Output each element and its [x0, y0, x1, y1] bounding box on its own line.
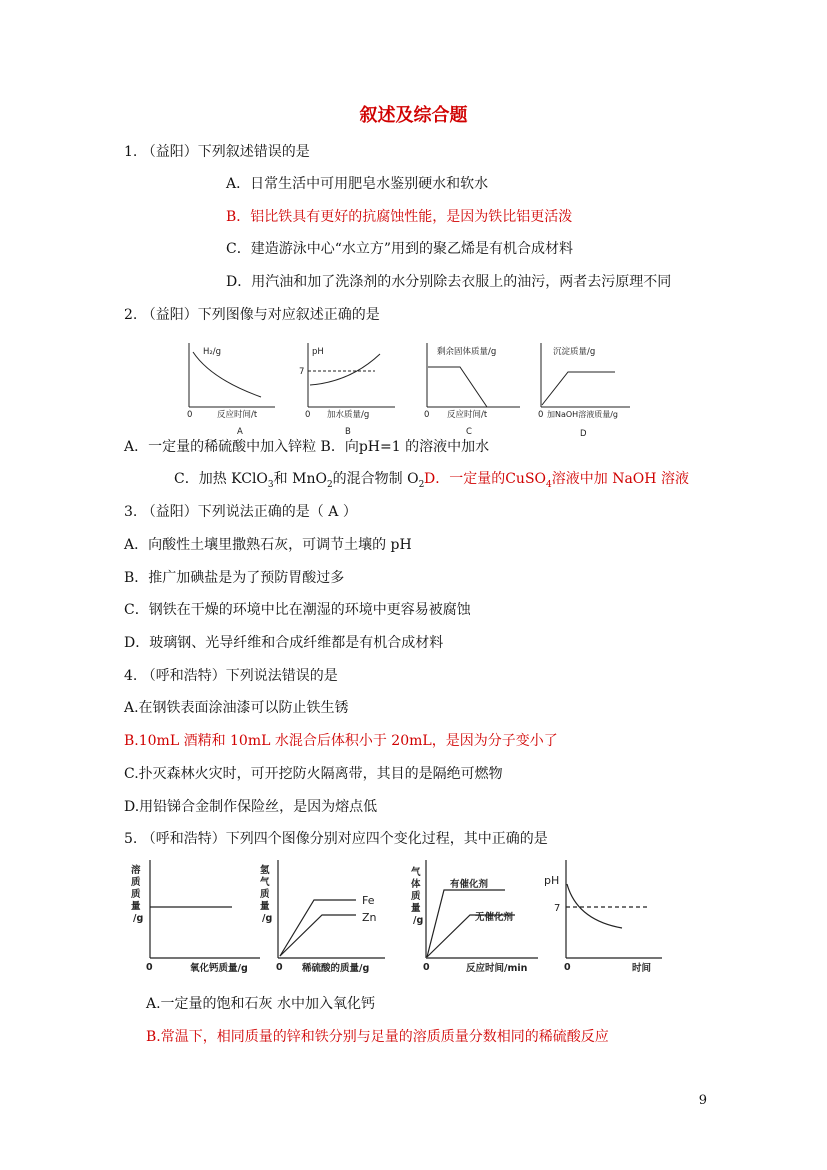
q2-graph-a-ylabel: H₂/g	[203, 347, 222, 357]
svg-text:/g: /g	[413, 915, 424, 926]
q2-graph-d-ylabel: 沉淀质量/g	[553, 347, 596, 357]
q4-option-b: B.10mL 酒精和 10mL 水混合后体积小于 20mL，是因为分子变小了	[124, 733, 558, 749]
q5-graph-3-no-catalyst-label: 无催化剂	[475, 912, 514, 923]
svg-text:质: 质	[131, 889, 141, 900]
q5-graph-4-curve	[567, 884, 622, 928]
q2-graph-c-letter: C	[466, 427, 472, 437]
q3-stem: 3. （益阳）下列说法正确的是（ A ）	[124, 504, 357, 520]
svg-text:量: 量	[131, 901, 141, 912]
q4-option-c: C.扑灭森林火灾时，可开挖防火隔离带，其目的是隔绝可燃物	[124, 766, 503, 782]
svg-text:质: 质	[260, 889, 270, 900]
svg-text:气: 气	[260, 877, 270, 888]
q5-graphs	[130, 860, 670, 982]
q5-option-b: B.常温下，相同质量的锌和铁分别与足量的溶质质量分数相同的稀硫酸反应	[146, 1029, 609, 1045]
svg-text:质: 质	[411, 891, 421, 902]
svg-text:0: 0	[305, 410, 311, 420]
svg-text:体: 体	[411, 879, 421, 890]
q3-option-d: D．玻璃钢、光导纤维和合成纤维都是有机合成材料	[124, 635, 444, 651]
svg-text:0: 0	[538, 410, 544, 420]
q2-option-d: D．一定量的CuSO$_4$溶液中加 NaOH 溶液	[424, 471, 689, 490]
q5-graph-1-xlabel: 氧化钙质量/g	[190, 963, 248, 974]
q1-option-a: A．日常生活中可用肥皂水鉴别硬水和软水	[226, 176, 489, 192]
page-title: 叙述及综合题	[359, 105, 468, 126]
q2-graph-b-ylabel: pH	[312, 347, 324, 357]
q5-graph-2-fe-label: Fe	[362, 894, 375, 907]
svg-text:/g: /g	[262, 913, 273, 924]
q2-graph-d-line	[542, 372, 615, 405]
q5-graph-4-xlabel: 时间	[632, 963, 652, 974]
q5-graph-2-zn-line	[280, 915, 356, 956]
q3-option-b: B．推广加碘盐是为了预防胃酸过多	[124, 570, 345, 586]
q4-option-a: A.在钢铁表面涂油漆可以防止铁生锈	[124, 700, 349, 716]
q4-stem: 4. （呼和浩特）下列说法错误的是	[124, 668, 338, 684]
svg-text:量: 量	[411, 903, 421, 914]
q3-option-a: A．向酸性土壤里撒熟石灰，可调节土壤的 pH	[124, 537, 412, 553]
q2-graph-c-ylabel: 剩余固体质量/g	[437, 347, 497, 357]
q5-stem: 5. （呼和浩特）下列四个图像分别对应四个变化过程，其中正确的是	[124, 831, 548, 847]
q5-graph-2-fe-line	[280, 900, 356, 956]
svg-text:溶: 溶	[131, 865, 141, 876]
q2-option-c: C．加热 KClO$_3$和 MnO$_2$的混合物制 $O_2$	[174, 471, 425, 490]
q4-option-d: D.用铅锑合金制作保险丝，是因为熔点低	[124, 799, 378, 815]
svg-text:0: 0	[424, 410, 430, 420]
q5-graph-4-ylabel: pH	[544, 874, 560, 887]
svg-text:0: 0	[276, 962, 283, 973]
q2-graph-b-xlabel: 加水质量/g	[327, 410, 370, 420]
q5-graph-3-catalyst-line	[427, 890, 505, 957]
page-number: 9	[698, 1093, 707, 1108]
q2-graph-d-xlabel: 加NaOH溶液质量/g	[547, 410, 618, 419]
svg-text:质: 质	[131, 877, 141, 888]
q2-graph-b-curve	[310, 354, 380, 385]
q1-option-d: D．用汽油和加了洗涤剂的水分别除去衣服上的油污，两者去污原理不同	[226, 274, 672, 290]
q5-option-a: A.一定量的饱和石灰 水中加入氧化钙	[146, 996, 376, 1012]
svg-text:0: 0	[146, 962, 153, 973]
q5-graph-4-mark: 7	[554, 903, 561, 914]
q1-option-c: C．建造游泳中心“水立方”用到的聚乙烯是有机合成材料	[226, 241, 574, 257]
q3-option-c: C．钢铁在干燥的环境中比在潮湿的环境中更容易被腐蚀	[124, 602, 471, 618]
q2-options-ab: A．一定量的稀硫酸中加入锌粒 B．向pH=1 的溶液中加水	[124, 439, 490, 455]
svg-text:氢: 氢	[260, 865, 270, 876]
q2-graph-b-mark: 7	[299, 367, 305, 377]
q1-stem: 1. （益阳）下列叙述错误的是	[124, 144, 310, 160]
q5-graph-3-catalyst-label: 有催化剂	[450, 879, 489, 890]
q5-graph-3-xlabel: 反应时间/min	[466, 963, 528, 974]
q2-graph-d-letter: D	[580, 429, 587, 439]
q2-graph-a-xlabel: 反应时间/t	[217, 410, 258, 420]
q2-graph-c-line	[428, 367, 487, 407]
q2-graph-a-letter: A	[237, 427, 243, 437]
q2-graph-a-curve	[193, 352, 261, 397]
q5-graph-2-zn-label: Zn	[362, 911, 377, 924]
svg-text:0: 0	[423, 962, 430, 973]
svg-text:0: 0	[564, 962, 571, 973]
q2-graph-b-letter: B	[345, 427, 351, 437]
svg-text:0: 0	[187, 410, 193, 420]
svg-text:量: 量	[260, 901, 270, 912]
q2-graphs	[175, 337, 645, 442]
q1-option-b: B．铝比铁具有更好的抗腐蚀性能，是因为铁比铝更活泼	[226, 209, 573, 225]
svg-text:/g: /g	[133, 913, 144, 924]
svg-text:气: 气	[411, 867, 421, 878]
q5-graph-2-xlabel: 稀硫酸的质量/g	[302, 963, 370, 974]
q2-graph-c-xlabel: 反应时间/t	[447, 410, 488, 420]
q2-stem: 2. （益阳）下列图像与对应叙述正确的是	[124, 307, 380, 323]
